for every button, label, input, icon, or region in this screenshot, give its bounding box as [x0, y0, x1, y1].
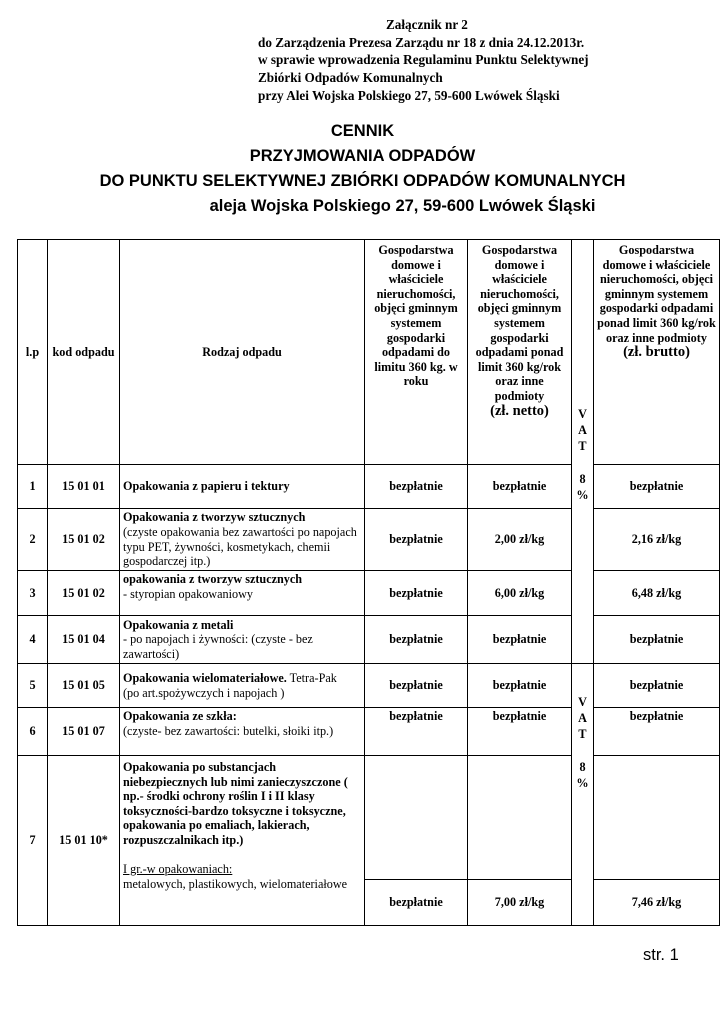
row-price-brutto: 2,16 zł/kg	[594, 509, 720, 571]
row-waste-type	[120, 509, 365, 571]
table-row	[18, 756, 720, 880]
row-waste-type: Opakowania z papieru i tektury	[120, 465, 365, 509]
column-header-netto-text: Gospodarstwa domowe i właściciele nieruchomości, objęci gminnym systemem gospodarki odpadami ponad limit 360 kg/rok oraz inne podmioty	[475, 243, 564, 403]
row-price-limit: bezpłatnie	[365, 664, 468, 708]
row-kod: 15 01 04	[48, 616, 120, 664]
table-row	[18, 465, 720, 509]
row-waste-type	[120, 616, 365, 664]
row-price-brutto: bezpłatnie	[594, 664, 720, 708]
table-row	[18, 616, 720, 664]
row-waste-desc: (czyste opakowania bez zawartości po napojach typu PET, żywności, kosmetykach, chemii gospodarczej itp.)	[123, 524, 357, 569]
row-waste-type	[120, 664, 365, 708]
row-kod: 15 01 02	[48, 571, 120, 616]
column-header-brutto-text: Gospodarstwa domowe i właściciele nieruchomości, objęci gminnym systemem gospodarki odpadami ponad limit 360 kg/rok oraz inne podmioty	[597, 243, 716, 345]
row-waste-type	[120, 756, 365, 926]
row-price-netto: 6,00 zł/kg	[468, 571, 572, 616]
annex-subject: w sprawie wprowadzenia Regulaminu Punktu Selektywnej	[258, 52, 589, 67]
row-price-limit: bezpłatnie	[365, 880, 468, 926]
row-waste-desc: metalowych, plastikowych, wielomateriałowe	[123, 876, 348, 891]
row-waste-title: opakowania z tworzyw sztucznych	[123, 572, 303, 586]
column-header-netto	[468, 240, 572, 465]
annex-number: Załącznik nr 2	[386, 17, 468, 32]
title-address: aleja Wojska Polskiego 27, 59-600 Lwówek Śląski	[209, 197, 596, 215]
row-waste-title: Opakowania z metali	[123, 617, 234, 632]
netto-unit-label: (zł. netto)	[490, 402, 549, 419]
row-lp: 2	[18, 509, 48, 571]
row-lp: 1	[18, 465, 48, 509]
row-price-brutto: bezpłatnie	[594, 616, 720, 664]
row-price-limit: bezpłatnie	[365, 465, 468, 509]
row-price-netto: bezpłatnie	[468, 465, 572, 509]
vat-lower-label: V A T 8 %	[576, 695, 589, 791]
title-line-3: DO PUNKTU SELEKTYWNEJ ZBIÓRKI ODPADÓW KOMUNALNYCH	[99, 172, 626, 190]
annex-address: przy Alei Wojska Polskiego 27, 59-600 Lwówek Śląski	[258, 88, 560, 103]
empty-cell	[365, 756, 468, 880]
vat-lower-cell	[572, 664, 594, 926]
row-price-netto: 2,00 zł/kg	[468, 509, 572, 571]
row-waste-title: Opakowania z tworzyw sztucznych	[123, 510, 306, 525]
row-price-brutto: 7,46 zł/kg	[594, 880, 720, 926]
vat-upper-cell	[572, 240, 594, 664]
title-line-2: PRZYJMOWANIA ODPADÓW	[249, 147, 476, 165]
table-row	[18, 571, 720, 616]
row-price-brutto: 6,48 zł/kg	[594, 571, 720, 616]
row-price-brutto: bezpłatnie	[594, 465, 720, 509]
empty-cell	[594, 756, 720, 880]
column-header-rodzaj: Rodzaj odpadu	[120, 240, 365, 465]
row-waste-type	[120, 571, 365, 616]
row-price-netto: 7,00 zł/kg	[468, 880, 572, 926]
vat-upper-label: V A T 8 %	[576, 407, 589, 503]
row-lp: 5	[18, 664, 48, 708]
row-waste-subtitle: I gr.-w opakowaniach:	[123, 862, 233, 877]
row-kod: 15 01 05	[48, 664, 120, 708]
row-lp: 6	[18, 708, 48, 756]
row-waste-title-suffix: Tetra-Pak	[286, 670, 337, 685]
row-price-netto: bezpłatnie	[468, 616, 572, 664]
row-price-limit: bezpłatnie	[365, 571, 468, 616]
annex-reference: do Zarządzenia Prezesa Zarządu nr 18 z dnia 24.12.2013r.	[258, 35, 585, 50]
row-waste-title: Opakowania po substancjach niebezpiecznych lub nimi zanieczyszczone ( np.- środki ochrony roślin I i II klasy toksyczności-bardzo toksyczne i toksyczne, opakowania po emaliach, lakierach, rozpuszczalnikach itp.)	[123, 760, 348, 847]
row-price-netto: bezpłatnie	[468, 664, 572, 708]
column-header-limit: Gospodarstwa domowe i właściciele nieruchomości, objęci gminnym systemem gospodarki odpadami do limitu 360 kg. w roku	[365, 240, 468, 465]
row-lp: 7	[18, 756, 48, 926]
row-waste-title: Opakowania wielomateriałowe.	[123, 670, 287, 685]
column-header-lp: l.p	[18, 240, 48, 465]
empty-cell	[468, 756, 572, 880]
row-waste-desc: (czyste- bez zawartości: butelki, słoiki itp.)	[123, 723, 334, 738]
row-price-brutto: bezpłatnie	[594, 708, 720, 756]
table-header-row	[18, 240, 720, 465]
column-header-brutto	[594, 240, 720, 465]
row-price-netto: bezpłatnie	[468, 708, 572, 756]
page-number: str. 1	[643, 946, 679, 964]
annex-subject-cont: Zbiórki Odpadów Komunalnych	[258, 70, 443, 85]
row-kod: 15 01 10*	[48, 756, 120, 926]
price-table	[17, 239, 720, 926]
row-price-limit: bezpłatnie	[365, 708, 468, 756]
brutto-unit-label: (zł. brutto)	[623, 344, 690, 361]
row-kod: 15 01 01	[48, 465, 120, 509]
row-waste-desc: - styropian opakowaniowy	[123, 586, 253, 601]
row-lp: 3	[18, 571, 48, 616]
row-kod: 15 01 07	[48, 708, 120, 756]
row-waste-type	[120, 708, 365, 756]
row-price-limit: bezpłatnie	[365, 509, 468, 571]
row-waste-desc: (po art.spożywczych i napojach )	[123, 685, 285, 700]
row-waste-title: Opakowania ze szkła:	[123, 709, 237, 723]
column-header-kod: kod odpadu	[48, 240, 120, 465]
row-lp: 4	[18, 616, 48, 664]
row-price-limit: bezpłatnie	[365, 616, 468, 664]
table-row	[18, 664, 720, 708]
table-row	[18, 708, 720, 756]
row-kod: 15 01 02	[48, 509, 120, 571]
title-cennik: CENNIK	[330, 122, 395, 140]
table-row	[18, 509, 720, 571]
row-waste-desc: - po napojach i żywności: (czyste - bez zawartości)	[123, 632, 313, 661]
